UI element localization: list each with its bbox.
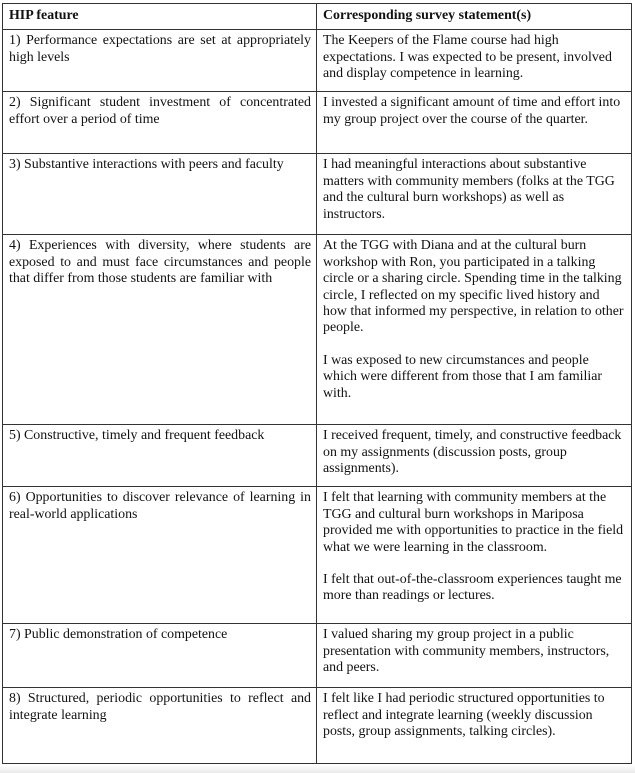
survey-statement-cell bbox=[317, 30, 632, 92]
survey-statement-cell bbox=[317, 154, 632, 235]
survey-statement: At the TGG with Diana and at the cultural burn workshop with Ron, you participated in a talking circle or a sharing circle. Spending time in the talking circle, I reflected on my specific lived history and how that informed my perspective, in relation to other people. bbox=[323, 238, 624, 336]
survey-statement: I felt that learning with community members at the TGG and cultural burn workshops in Mariposa provided me with opportunities to practice in the field what we were learning in the classroom. bbox=[323, 490, 624, 555]
hip-feature-cell: 3) Substantive interactions with peers and faculty bbox=[3, 154, 317, 235]
survey-statement-cell bbox=[317, 487, 632, 624]
survey-statement-cell bbox=[317, 624, 632, 688]
survey-statement-cell bbox=[317, 688, 632, 764]
hip-feature-cell: 8) Structured, periodic opportunities to reflect and integrate learning bbox=[3, 688, 317, 764]
table-row bbox=[3, 235, 632, 425]
hip-feature-cell: 5) Constructive, timely and frequent feedback bbox=[3, 425, 317, 487]
table-row bbox=[3, 487, 632, 624]
survey-statement: I felt like I had periodic structured opportunities to reflect and integrate learning (weekly discussion posts, group assignments, talking circles). bbox=[323, 691, 605, 740]
table-header-row bbox=[3, 4, 632, 30]
survey-statement-cell bbox=[317, 92, 632, 154]
table-row bbox=[3, 92, 632, 154]
header-hip-feature: HIP feature bbox=[3, 4, 317, 30]
hip-feature-table bbox=[2, 3, 632, 764]
table-row bbox=[3, 688, 632, 764]
table-row bbox=[3, 30, 632, 92]
survey-statement: I received frequent, timely, and constructive feedback on my assignments (discussion posts, group assignments). bbox=[323, 428, 622, 477]
survey-statement: The Keepers of the Flame course had high expectations. I was expected to be present, involved and display competence in learning. bbox=[323, 33, 612, 82]
table-row bbox=[3, 624, 632, 688]
page-bottom-edge bbox=[0, 765, 635, 773]
survey-statement: I valued sharing my group project in a public presentation with community members, instructors, and peers. bbox=[323, 627, 610, 676]
survey-statement: I was exposed to new circumstances and people which were different from those that I am familiar with. bbox=[323, 352, 602, 401]
table-row bbox=[3, 425, 632, 487]
header-survey-statements: Corresponding survey statement(s) bbox=[317, 4, 632, 30]
hip-feature-cell: 7) Public demonstration of competence bbox=[3, 624, 317, 688]
hip-feature-cell: 1) Performance expectations are set at appropriately high levels bbox=[3, 30, 317, 92]
table-row bbox=[3, 154, 632, 235]
survey-statement-cell bbox=[317, 425, 632, 487]
hip-feature-cell: 6) Opportunities to discover relevance of learning in real-world applications bbox=[3, 487, 317, 624]
hip-feature-cell: 4) Experiences with diversity, where students are exposed to and must face circumstances and people that differ from those students are familiar with bbox=[3, 235, 317, 425]
survey-statement: I felt that out-of-the-classroom experiences taught me more than readings or lectures. bbox=[323, 572, 622, 604]
survey-statement: I invested a significant amount of time and effort into my group project over the course of the quarter. bbox=[323, 95, 621, 127]
hip-feature-cell: 2) Significant student investment of concentrated effort over a period of time bbox=[3, 92, 317, 154]
survey-statement-cell bbox=[317, 235, 632, 425]
survey-statement: I had meaningful interactions about substantive matters with community members (folks at the TGG and the cultural burn workshops) as well as instructors. bbox=[323, 157, 615, 222]
